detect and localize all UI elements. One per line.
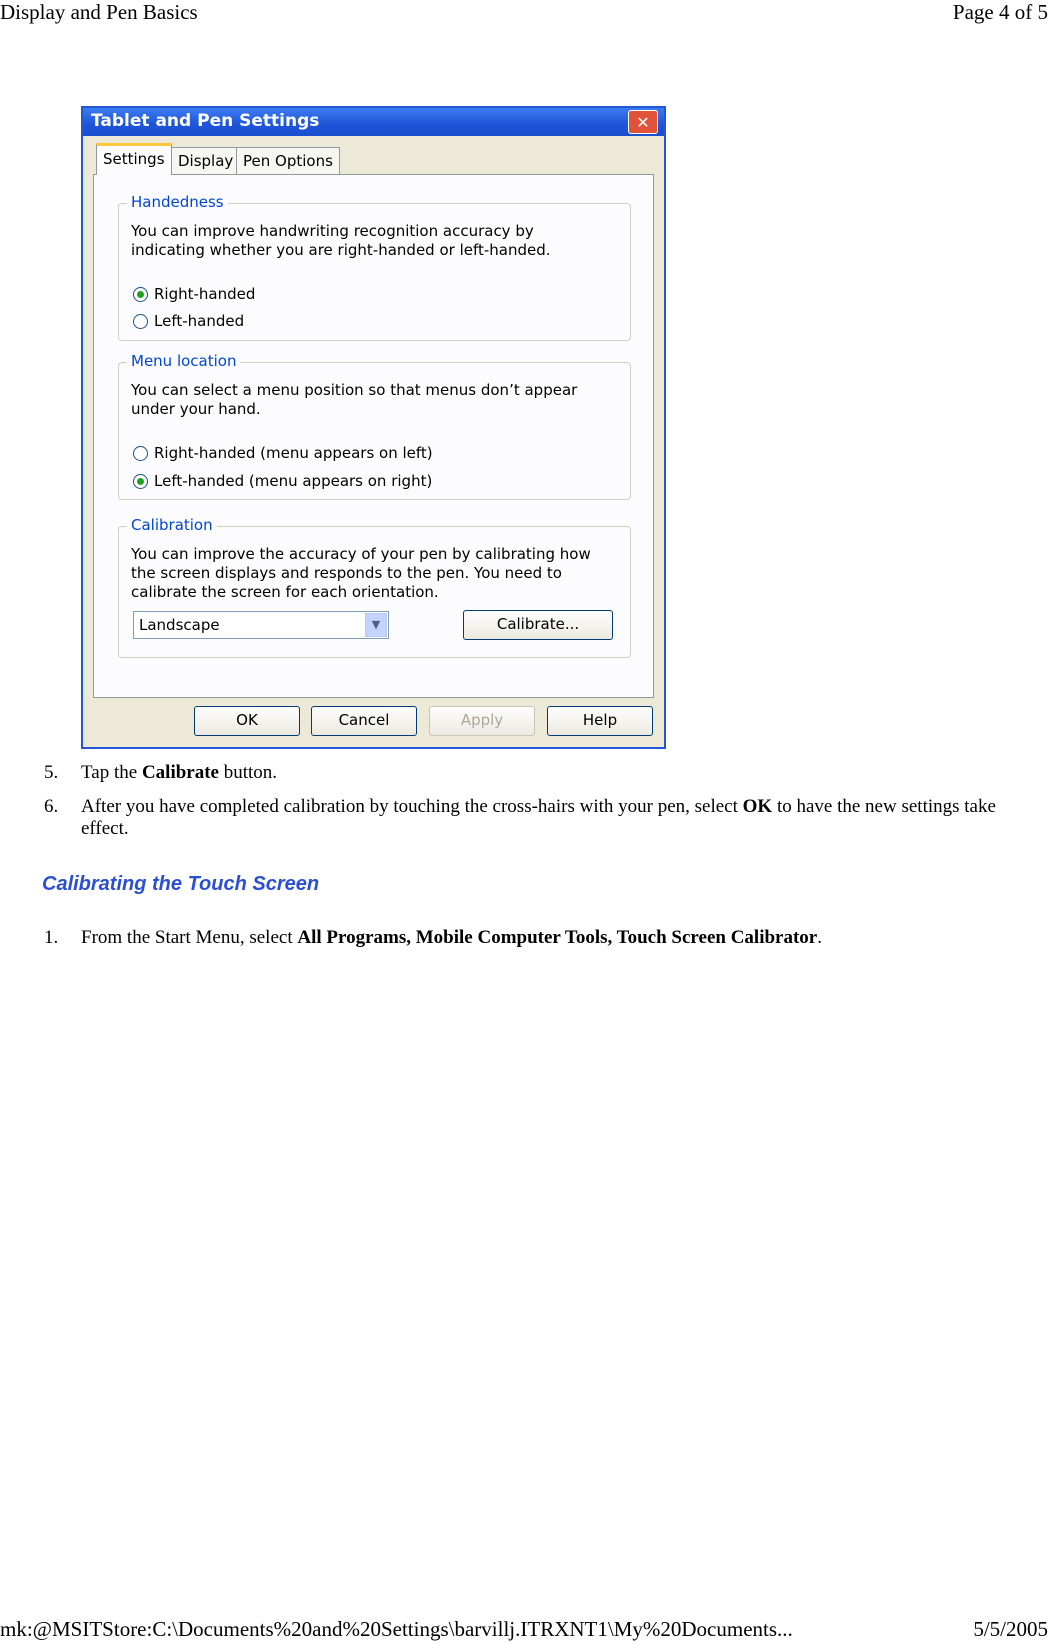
radio-label: Left-handed [154,312,245,330]
dialog-title: Tablet and Pen Settings [91,111,320,131]
chevron-down-icon[interactable]: ▼ [365,613,387,637]
tab-display[interactable]: Display [171,147,240,174]
footer-date: 5/5/2005 [973,1617,1048,1641]
radio-right-handed[interactable] [133,284,255,304]
tab-pen-options[interactable]: Pen Options [236,147,340,174]
step-text: Tap the Calibrate button. [81,762,278,783]
help-button[interactable]: Help [547,706,653,736]
menu-location-legend: Menu location [127,352,240,370]
tablet-pen-settings-dialog [81,106,666,749]
step-text: After you have completed calibration by touching the cross-hairs with your pen, select OK to have the new settings take effect. [81,796,996,839]
calibration-group [118,516,631,658]
radio-label: Left-handed (menu appears on right) [154,472,433,490]
radio-checked-icon [133,287,148,302]
page-number: Page 4 of 5 [952,0,1048,24]
handedness-legend: Handedness [127,193,228,211]
step-text: From the Start Menu, select All Programs, Mobile Computer Tools, Touch Screen Calibrator. [81,927,822,948]
menu-location-group [118,352,631,500]
tab-settings[interactable]: Settings [96,143,172,175]
ok-button[interactable]: OK [194,706,300,736]
calibration-legend: Calibration [127,516,217,534]
radio-menu-right[interactable] [133,471,432,491]
radio-unchecked-icon [133,446,148,461]
page-header-title: Display and Pen Basics [0,0,198,24]
apply-button[interactable]: Apply [429,706,535,736]
cancel-button[interactable]: Cancel [311,706,417,736]
handedness-group [118,193,631,341]
radio-left-handed[interactable] [133,311,244,331]
radio-label: Right-handed (menu appears on left) [154,444,433,462]
radio-label: Right-handed [154,285,256,303]
dialog-titlebar [83,108,664,136]
step-number: 5. [44,762,59,783]
calibrate-button[interactable]: Calibrate... [463,610,613,640]
close-button[interactable] [628,110,658,134]
menu-location-description: You can select a menu position so that menus don’t appear under your hand. [131,381,578,418]
close-icon: ✕ [636,113,650,132]
step-number: 1. [44,927,59,948]
orientation-value: Landscape [139,616,220,634]
calibration-description: You can improve the accuracy of your pen by calibrating how the screen displays and responds to the pen. You need to calibrate the screen for each orientation. [131,545,591,601]
step-number: 6. [44,796,59,817]
settings-tab-panel [93,174,654,698]
radio-checked-icon [133,474,148,489]
orientation-select[interactable] [133,611,389,639]
footer-path: mk:@MSITStore:C:\Documents%20and%20Settings\barvillj.ITRXNT1\My%20Documents... [0,1617,793,1641]
radio-unchecked-icon [133,314,148,329]
handedness-description: You can improve handwriting recognition accuracy by indicating whether you are right-handed or left-handed. [131,222,551,259]
radio-menu-left[interactable] [133,443,433,463]
section-heading: Calibrating the Touch Screen [42,873,320,895]
